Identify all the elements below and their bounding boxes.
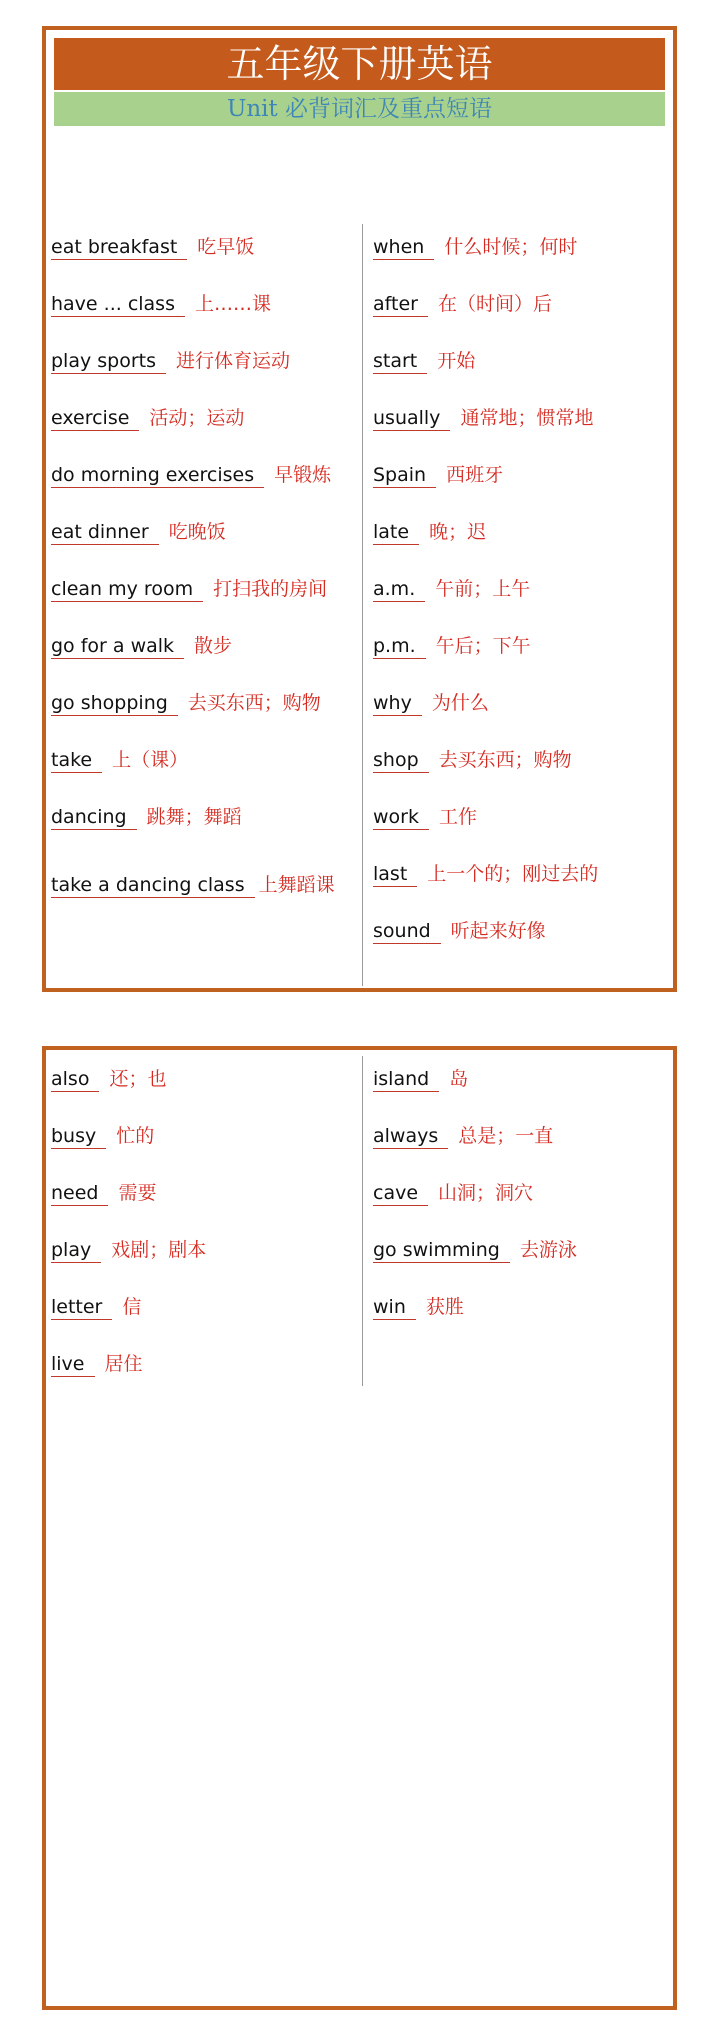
vocab-meaning: 活动；运动 xyxy=(149,407,245,429)
vocab-item xyxy=(51,230,351,287)
vocab-item xyxy=(51,629,351,686)
vocab-meaning: 通常地；惯常地 xyxy=(460,407,594,429)
page-subtitle: Unit 必背词汇及重点短语 xyxy=(54,92,665,126)
vocab-meaning: 戏剧；剧本 xyxy=(111,1239,207,1261)
vocab-term: do morning exercises xyxy=(51,463,264,488)
vocab-term: a.m. xyxy=(373,577,425,602)
vocab-meaning: 总是；一直 xyxy=(458,1125,554,1147)
vocab-item xyxy=(51,1233,351,1290)
vocab-term: play sports xyxy=(51,349,166,374)
vocab-item xyxy=(373,401,673,458)
vocab-term: win xyxy=(373,1295,416,1320)
vocab-term: why xyxy=(373,691,422,716)
vocab-meaning: 跳舞；舞蹈 xyxy=(146,806,242,828)
vocab-term: work xyxy=(373,805,429,830)
vocab-item xyxy=(51,401,351,458)
vocab-meaning: 早锻炼 xyxy=(274,464,332,486)
vocab-meaning: 信 xyxy=(122,1296,142,1318)
vocab-term: when xyxy=(373,235,434,260)
column-divider xyxy=(362,224,363,986)
vocab-list-left xyxy=(51,1062,351,1404)
vocab-meaning: 上一个的；刚过去的 xyxy=(427,863,599,885)
vocab-meaning: 为什么 xyxy=(431,692,489,714)
vocab-meaning: 去游泳 xyxy=(519,1239,577,1261)
vocab-meaning: 上（课） xyxy=(112,749,189,771)
vocab-meaning: 吃早饭 xyxy=(197,236,255,258)
vocab-term: last xyxy=(373,862,417,887)
vocab-meaning: 上舞蹈课 xyxy=(258,874,335,896)
vocab-meaning: 吃晚饭 xyxy=(168,521,226,543)
vocab-meaning: 散步 xyxy=(194,635,233,657)
vocab-term: eat dinner xyxy=(51,520,159,545)
vocab-term: Spain xyxy=(373,463,436,488)
vocab-item xyxy=(373,800,673,857)
vocab-term: letter xyxy=(51,1295,112,1320)
vocab-list-right xyxy=(373,230,673,971)
vocab-item xyxy=(373,743,673,800)
vocab-meaning: 晚；迟 xyxy=(429,521,487,543)
vocab-meaning: 岛 xyxy=(449,1068,469,1090)
vocab-term: after xyxy=(373,292,428,317)
vocab-term: play xyxy=(51,1238,101,1263)
page-frame-1 xyxy=(42,26,677,992)
vocab-meaning: 去买东西；购物 xyxy=(187,692,321,714)
vocab-term: clean my room xyxy=(51,577,203,602)
vocab-term: late xyxy=(373,520,419,545)
vocab-item xyxy=(373,515,673,572)
vocab-item xyxy=(373,1176,673,1233)
vocab-item xyxy=(373,629,673,686)
vocab-meaning: 居住 xyxy=(104,1353,143,1375)
page-title: 五年级下册英语 xyxy=(54,38,665,90)
vocab-item xyxy=(51,1347,351,1404)
vocab-term: cave xyxy=(373,1181,428,1206)
vocab-item xyxy=(51,857,351,971)
vocab-meaning: 进行体育运动 xyxy=(176,350,291,372)
page-frame-2 xyxy=(42,1046,677,2010)
vocab-item xyxy=(51,572,351,629)
vocab-item xyxy=(373,344,673,401)
vocab-meaning: 午前；上午 xyxy=(435,578,531,600)
vocab-meaning: 什么时候；何时 xyxy=(444,236,578,258)
vocab-item xyxy=(373,1233,673,1290)
vocab-meaning: 在（时间）后 xyxy=(437,293,552,315)
vocab-item xyxy=(51,1119,351,1176)
vocab-list-left xyxy=(51,230,351,971)
vocab-term: go swimming xyxy=(373,1238,510,1263)
vocab-meaning: 上……课 xyxy=(194,293,271,315)
vocab-meaning: 去买东西；购物 xyxy=(438,749,572,771)
column-divider xyxy=(362,1056,363,1386)
vocab-item xyxy=(51,743,351,800)
vocab-term: start xyxy=(373,349,427,374)
vocab-item xyxy=(51,515,351,572)
vocab-meaning: 西班牙 xyxy=(446,464,504,486)
vocab-term: go shopping xyxy=(51,691,178,716)
vocab-term: island xyxy=(373,1067,439,1092)
vocab-meaning: 需要 xyxy=(118,1182,157,1204)
vocab-meaning: 获胜 xyxy=(425,1296,464,1318)
vocab-meaning: 还；也 xyxy=(109,1068,167,1090)
vocab-term: also xyxy=(51,1067,99,1092)
vocab-item xyxy=(51,800,351,857)
vocab-item xyxy=(373,857,673,914)
vocab-term: sound xyxy=(373,919,441,944)
vocab-item xyxy=(51,458,351,515)
vocab-item xyxy=(51,1290,351,1347)
vocab-term: eat breakfast xyxy=(51,235,187,260)
vocab-term: live xyxy=(51,1352,95,1377)
vocab-item xyxy=(51,686,351,743)
vocab-item xyxy=(51,344,351,401)
vocab-item xyxy=(373,1119,673,1176)
vocab-item xyxy=(51,1062,351,1119)
vocab-item xyxy=(373,230,673,287)
vocab-term: p.m. xyxy=(373,634,426,659)
vocab-item xyxy=(373,1290,673,1347)
vocab-term: have ... class xyxy=(51,292,185,317)
vocab-item xyxy=(373,686,673,743)
vocab-term: shop xyxy=(373,748,429,773)
vocab-item xyxy=(51,287,351,344)
vocab-meaning: 开始 xyxy=(437,350,476,372)
vocab-meaning: 打扫我的房间 xyxy=(213,578,328,600)
vocab-term: take xyxy=(51,748,102,773)
vocab-meaning: 忙的 xyxy=(116,1125,155,1147)
vocab-term: dancing xyxy=(51,805,137,830)
vocab-meaning: 工作 xyxy=(438,806,477,828)
vocab-meaning: 听起来好像 xyxy=(450,920,546,942)
vocab-term: usually xyxy=(373,406,450,431)
vocab-term: busy xyxy=(51,1124,106,1149)
vocab-item xyxy=(51,1176,351,1233)
vocab-term: exercise xyxy=(51,406,139,431)
vocab-term: take a dancing class xyxy=(51,873,255,898)
vocab-item xyxy=(373,914,673,971)
vocab-item xyxy=(373,1062,673,1119)
vocab-meaning: 午后；下午 xyxy=(435,635,531,657)
vocab-item xyxy=(373,458,673,515)
vocab-list-right xyxy=(373,1062,673,1347)
vocab-item xyxy=(373,572,673,629)
vocab-meaning: 山洞；洞穴 xyxy=(438,1182,534,1204)
vocab-term: always xyxy=(373,1124,448,1149)
vocab-term: need xyxy=(51,1181,108,1206)
vocab-term: go for a walk xyxy=(51,634,184,659)
vocab-item xyxy=(373,287,673,344)
